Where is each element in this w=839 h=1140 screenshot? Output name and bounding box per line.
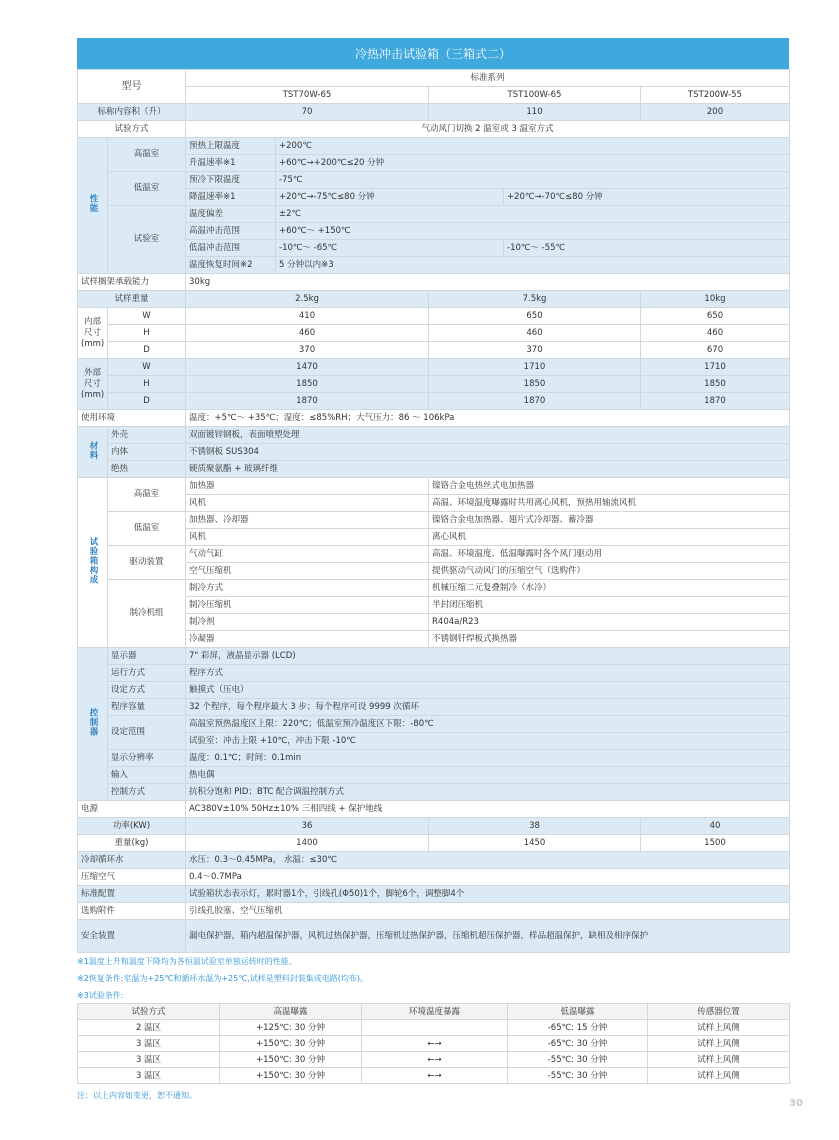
item-value-alt: +20℃→-70℃≤80 分钟 [504,189,790,206]
table-row [78,648,790,665]
item-value: 高温、环境温度、低温曝露时各个风门驱动用 [429,546,790,563]
item-value: +60℃～ +150℃ [276,223,790,240]
item-value: 32 个程序，每个程序最大 3 步；每个程序可设 9999 次循环 [186,699,790,716]
condition-cell: -65℃: 15 分钟 [508,1020,648,1036]
condition-cell: +150℃: 30 分钟 [220,1036,362,1052]
item-value: 抗积分饱和 PID；BTC 配合调温控制方式 [186,784,790,801]
item-value: R404a/R23 [429,614,790,631]
sample_weight-value: 10kg [641,291,790,308]
env-label: 使用环境 [78,410,186,427]
item-label: 气动气缸 [186,546,429,563]
table-row [78,444,790,461]
item-value: 高温室预热温度区上限：220℃；低温室预冷温度区下限：-80℃ [186,716,790,733]
dim-value: 410 [186,308,429,325]
dim-key: W [108,359,186,376]
power-value: AC380V±10% 50Hz±10% 三相四线 + 保护地线 [186,801,790,818]
rack_load-label: 试样搁架承载能力 [78,274,186,291]
condition-header: 低温曝露 [508,1004,648,1020]
item-value: 程序方式 [186,665,790,682]
item-value: 温度：0.1℃；时间：0.1min [186,750,790,767]
item-value: +200℃ [276,138,790,155]
footer-note: 注：以上内容如变更，恕不通知。 [77,1091,197,1100]
table-row [78,835,790,852]
table-row [78,580,790,597]
condition-cell: -65℃: 30 分钟 [508,1036,648,1052]
dim-value: 1470 [186,359,429,376]
note-2: ※2恢复条件:室温为+25℃和循环水温为+25℃,试样是塑料封装集成电路(均布)。 [77,974,369,983]
structure-group-label: 低温室 [108,512,186,546]
method-value: 气动风门切换 2 温室或 3 温室方式 [186,121,790,138]
item-label: 高温冲击范围 [186,223,276,240]
sample_weight-value: 7.5kg [429,291,641,308]
capacity-label: 标称内容积（升） [78,104,186,121]
dim-value: 1710 [641,359,790,376]
table-row [78,512,790,529]
table-row [78,104,790,121]
item-value: 7" 彩屏，液晶显示器 (LCD) [186,648,790,665]
table-row [78,852,790,869]
item-label: 绝热 [108,461,186,478]
sample_weight-label: 试样重量 [78,291,186,308]
condition-cell: ←→ [362,1036,508,1052]
condition-cell [362,1020,508,1036]
weight-label: 重量(kg) [78,835,186,852]
item-label: 输入 [108,767,186,784]
performance-label [78,138,108,274]
item-value: +60℃→+200℃≤20 分钟 [276,155,790,172]
performance-label-text: 性能 [88,194,98,213]
test-conditions-table [77,1003,790,1084]
condition-row [78,1020,790,1036]
table-row [78,886,790,903]
condition-header: 环境温度暴露 [362,1004,508,1020]
item-label: 温度偏差 [186,206,276,223]
dim-value: 1850 [186,376,429,393]
table-row [78,342,790,359]
table-row [78,427,790,444]
item-value: 双面镀锌钢板，表面喷塑处理 [186,427,790,444]
item-label: 温度恢复时间※2 [186,257,276,274]
condition-cell: 3 温区 [78,1036,220,1052]
table-row [78,410,790,427]
condition-row [78,1036,790,1052]
table-row [78,818,790,835]
dim-key: D [108,393,186,410]
table-row [78,291,790,308]
table-row [78,138,790,155]
condition-header: 传感器位置 [648,1004,790,1020]
table-row [78,121,790,138]
structure-label [78,478,108,648]
dim-value: 460 [186,325,429,342]
high-room-label: 高温室 [108,138,186,172]
table-row [78,308,790,325]
dim-value: 1870 [641,393,790,410]
table-row [78,767,790,784]
condition-cell: 3 温区 [78,1068,220,1084]
dim-value: 370 [186,342,429,359]
item-value: 硬质聚氨酯 + 玻璃纤维 [186,461,790,478]
item-value: 离心风机 [429,529,790,546]
spec-sheet [77,38,789,953]
item-label: 预冷下限温度 [186,172,276,189]
page-number: 30 [789,1098,803,1109]
structure-label-text: 试验箱构成 [88,536,98,585]
condition-header: 试验方式 [78,1004,220,1020]
item-label: 降温速率※1 [186,189,276,206]
table-row [78,325,790,342]
options-label: 选购附件 [78,903,186,920]
dim-key: H [108,325,186,342]
item-label: 加热器、冷却器 [186,512,429,529]
item-value: 不锈钢板 SUS304 [186,444,790,461]
item-label: 加热器 [186,478,429,495]
kw-label: 功率(KW) [78,818,186,835]
condition-cell: 试样上风侧 [648,1020,790,1036]
dim-key: W [108,308,186,325]
item-value: ±2℃ [276,206,790,223]
model-name: TST100W-65 [429,87,641,104]
dim-value: 1850 [429,376,641,393]
item-label: 空气压缩机 [186,563,429,580]
item-label: 内体 [108,444,186,461]
table-row [78,801,790,818]
condition-cell: 试样上风侧 [648,1052,790,1068]
dim-key: H [108,376,186,393]
item-value: 试验室：冲击上限 +10℃，冲击下限 -10℃ [186,733,790,750]
table-row [78,172,790,189]
table-row [78,461,790,478]
condition-cell: +150℃: 30 分钟 [220,1052,362,1068]
item-value: 触摸式（压电） [186,682,790,699]
capacity-value: 200 [641,104,790,121]
weight-value: 1450 [429,835,641,852]
table-row [78,70,790,87]
kw-value: 38 [429,818,641,835]
spec-table [77,69,790,953]
air-value: 0.4～0.7MPa [186,869,790,886]
low-room-label: 低温室 [108,172,186,206]
item-label: 运行方式 [108,665,186,682]
item-label: 程序容量 [108,699,186,716]
sample_weight-value: 2.5kg [186,291,429,308]
cooling_water-label: 冷却循环水 [78,852,186,869]
safety-value: 漏电保护器，箱内超温保护器，风机过热保护器，压缩机过热保护器，压缩机超压保护器，样品超温保护，缺相及相序保护 [186,920,790,953]
item-value-alt: -10℃～ -55℃ [504,240,790,257]
weight-value: 1400 [186,835,429,852]
material-label-text: 材料 [88,440,98,460]
table-row [78,784,790,801]
item-value: 热电偶 [186,767,790,784]
structure-group-label: 驱动装置 [108,546,186,580]
table-row [78,750,790,767]
dim-value: 460 [429,325,641,342]
condition-cell: +150℃: 30 分钟 [220,1068,362,1084]
dim-value: 1870 [429,393,641,410]
item-label: 设定方式 [108,682,186,699]
condition-cell: 2 温区 [78,1020,220,1036]
capacity-value: 70 [186,104,429,121]
table-row [78,699,790,716]
item-value: 高温、环境温度曝露时共用离心风机，预热用轴流风机 [429,495,790,512]
item-value: 机械压缩二元复叠制冷（水冷） [429,580,790,597]
condition-cell: ←→ [362,1068,508,1084]
item-label: 风机 [186,495,429,512]
material-label [78,427,108,478]
condition-header: 高温曝露 [220,1004,362,1020]
item-value: 镍铬合金电加热器、翅片式冷却器、蓄冷器 [429,512,790,529]
test-conditions [77,1003,789,1084]
item-label: 显示器 [108,648,186,665]
dim-value: 460 [641,325,790,342]
air-label: 压缩空气 [78,869,186,886]
item-label: 设定范围 [108,716,186,750]
item-label: 预热上限温度 [186,138,276,155]
item-label: 制冷剂 [186,614,429,631]
condition-cell: +125℃: 30 分钟 [220,1020,362,1036]
table-row [78,376,790,393]
dim-value: 650 [429,308,641,325]
dim-value: 1710 [429,359,641,376]
table-row [78,903,790,920]
condition-cell: 试样上风侧 [648,1036,790,1052]
item-label: 控制方式 [108,784,186,801]
item-label: 冷凝器 [186,631,429,648]
condition-cell: -55℃: 30 分钟 [508,1052,648,1068]
table-row [78,920,790,953]
table-row [78,478,790,495]
dim-value: 370 [429,342,641,359]
note-1: ※1温度上升和温度下降均为各恒温试验室单独运转时的性能。 [77,957,297,966]
controller-label [78,648,108,801]
table-row [78,393,790,410]
model-name: TST200W-55 [641,87,790,104]
safety-label: 安全装置 [78,920,186,953]
table-row [78,869,790,886]
condition-cell: ←→ [362,1052,508,1068]
table-row [78,359,790,376]
item-label: 制冷方式 [186,580,429,597]
dim-value: 1850 [641,376,790,393]
power-label: 电源 [78,801,186,818]
condition-row [78,1068,790,1084]
structure-group-label: 高温室 [108,478,186,512]
condition-row [78,1004,790,1020]
item-label: 制冷压缩机 [186,597,429,614]
condition-cell: -55℃: 30 分钟 [508,1068,648,1084]
item-label: 显示分辨率 [108,750,186,767]
kw-value: 36 [186,818,429,835]
options-value: 引线孔胶塞、空气压缩机 [186,903,790,920]
dim-value: 670 [641,342,790,359]
item-value: 5 分钟以内※3 [276,257,790,274]
page-title: 冷热冲击试验箱（三箱式二） [77,38,789,69]
table-row [78,716,790,733]
weight-value: 1500 [641,835,790,852]
model-label: 型号 [78,70,186,104]
test-room-label: 试验室 [108,206,186,274]
item-value: 镍铬合金电热丝式电加热器 [429,478,790,495]
condition-cell: 试样上风侧 [648,1068,790,1084]
rack_load-value: 30kg [186,274,790,291]
dim-value: 1870 [186,393,429,410]
standard-value: 试验箱状态表示灯，累时器1个，引线孔(Φ50)1个，脚轮6个，调整脚4个 [186,886,790,903]
table-row [78,274,790,291]
item-value: 不锈钢钎焊板式换热器 [429,631,790,648]
table-row [78,665,790,682]
table-row [78,546,790,563]
structure-group-label: 制冷机组 [108,580,186,648]
item-label: 外壳 [108,427,186,444]
item-value: +20℃→-75℃≤80 分钟 [276,189,504,206]
item-label: 升温速率※1 [186,155,276,172]
table-row [78,206,790,223]
item-value: 半封闭压缩机 [429,597,790,614]
table-row [78,682,790,699]
note-3: ※3试验条件: [77,991,124,1000]
standard-label: 标准配置 [78,886,186,903]
dim-key: D [108,342,186,359]
env-value: 温度：+5℃～ +35℃；湿度：≤85%RH；大气压力：86 ～ 106kPa [186,410,790,427]
model-name: TST70W-65 [186,87,429,104]
item-label: 低温冲击范围 [186,240,276,257]
item-value: -75℃ [276,172,790,189]
cooling_water-value: 水压：0.3～0.45MPa， 水温：≤30℃ [186,852,790,869]
outer-size-label: 外部尺寸 (mm) [78,359,108,410]
dim-value: 650 [641,308,790,325]
inner-size-label: 内部尺寸 (mm) [78,308,108,359]
condition-row [78,1052,790,1068]
condition-cell: 3 温区 [78,1052,220,1068]
item-value: -10℃～ -65℃ [276,240,504,257]
capacity-value: 110 [429,104,641,121]
item-label: 风机 [186,529,429,546]
series-label: 标准系列 [186,70,790,87]
kw-value: 40 [641,818,790,835]
method-label: 试验方式 [78,121,186,138]
item-value: 提供驱动气动风门的压缩空气（选购件） [429,563,790,580]
controller-label-text: 控制器 [88,707,98,737]
